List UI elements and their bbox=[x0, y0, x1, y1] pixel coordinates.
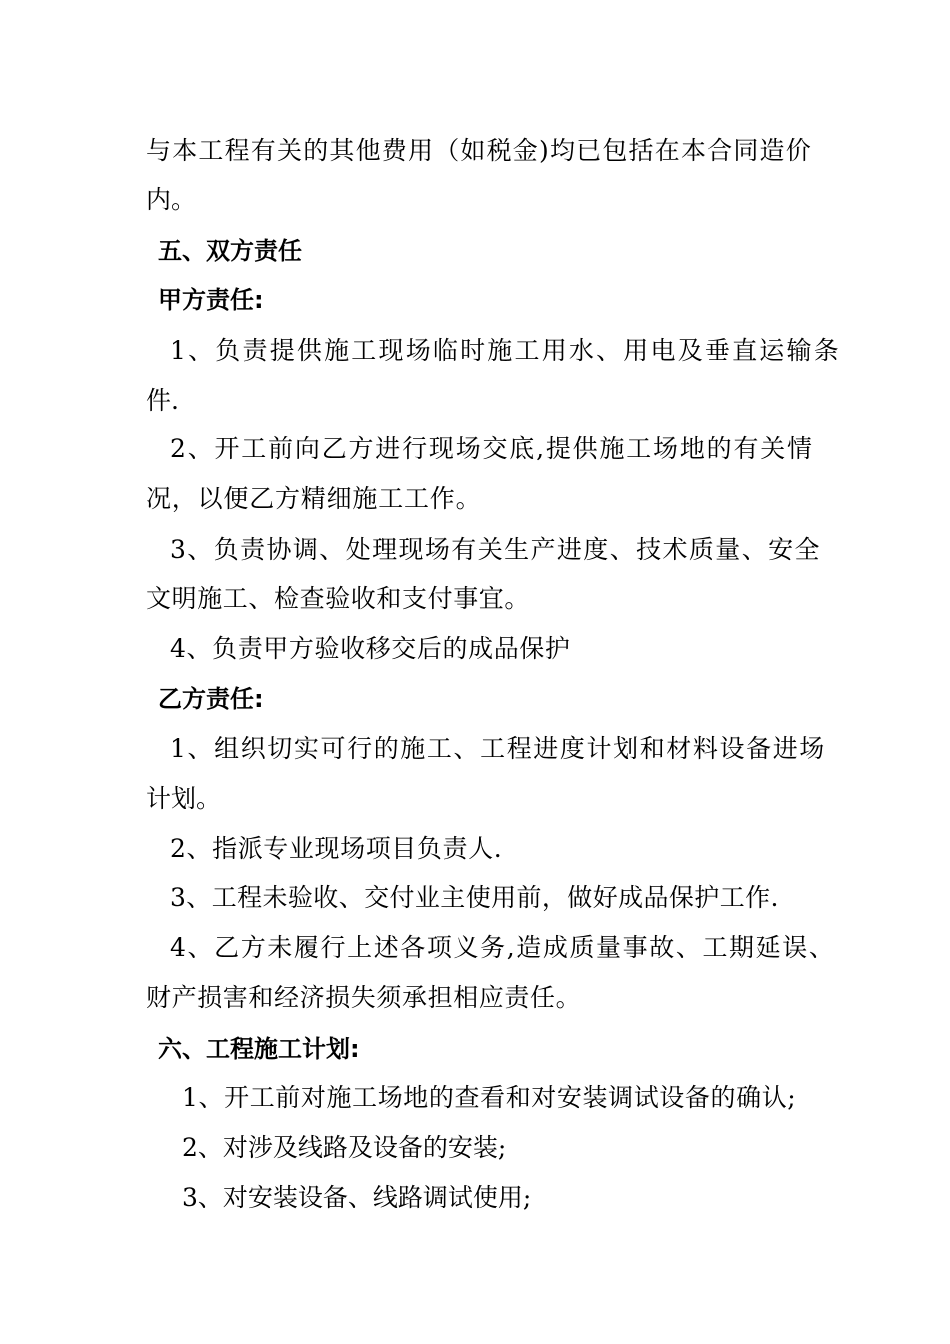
subheading-party-a: 甲方责任: bbox=[158, 286, 264, 314]
paragraph-line: 财产损害和经济损失须承担相应责任。 bbox=[146, 983, 582, 1012]
list-item: 3、对安装设备、线路调试使用; bbox=[182, 1183, 532, 1212]
paragraph-line: 件. bbox=[146, 386, 179, 415]
list-item: 1、组织切实可行的施工、工程进度计划和材料设备进场 bbox=[170, 734, 826, 763]
paragraph-line: 与本工程有关的其他费用（如税金)均已包括在本合同造价 bbox=[146, 136, 812, 165]
list-item: 2、指派专业现场项目负责人. bbox=[170, 834, 503, 863]
subheading-party-b: 乙方责任: bbox=[158, 685, 264, 713]
list-item: 2、开工前向乙方进行现场交底,提供施工场地的有关情 bbox=[170, 434, 814, 463]
list-item: 2、对涉及线路及设备的安装; bbox=[182, 1133, 507, 1162]
section-heading-construction-plan: 六、工程施工计划: bbox=[158, 1035, 360, 1063]
list-item: 1、负责提供施工现场临时施工用水、用电及垂直运输条 bbox=[170, 336, 841, 365]
paragraph-line: 文明施工、检查验收和支付事宜。 bbox=[146, 584, 531, 613]
paragraph-line: 内。 bbox=[146, 185, 197, 214]
paragraph-line: 况，以便乙方精细施工工作。 bbox=[146, 484, 482, 513]
list-item: 3、工程未验收、交付业主使用前，做好成品保护工作. bbox=[170, 883, 779, 912]
list-item: 1、开工前对施工场地的查看和对安装调试设备的确认; bbox=[182, 1083, 797, 1112]
paragraph-line: 计划。 bbox=[146, 784, 222, 813]
list-item: 4、乙方未履行上述各项义务,造成质量事故、工期延误、 bbox=[170, 933, 836, 962]
section-heading-responsibilities: 五、双方责任 bbox=[158, 237, 302, 265]
list-item: 3、负责协调、处理现场有关生产进度、技术质量、安全 bbox=[170, 535, 821, 564]
list-item: 4、负责甲方验收移交后的成品保护 bbox=[170, 634, 571, 663]
